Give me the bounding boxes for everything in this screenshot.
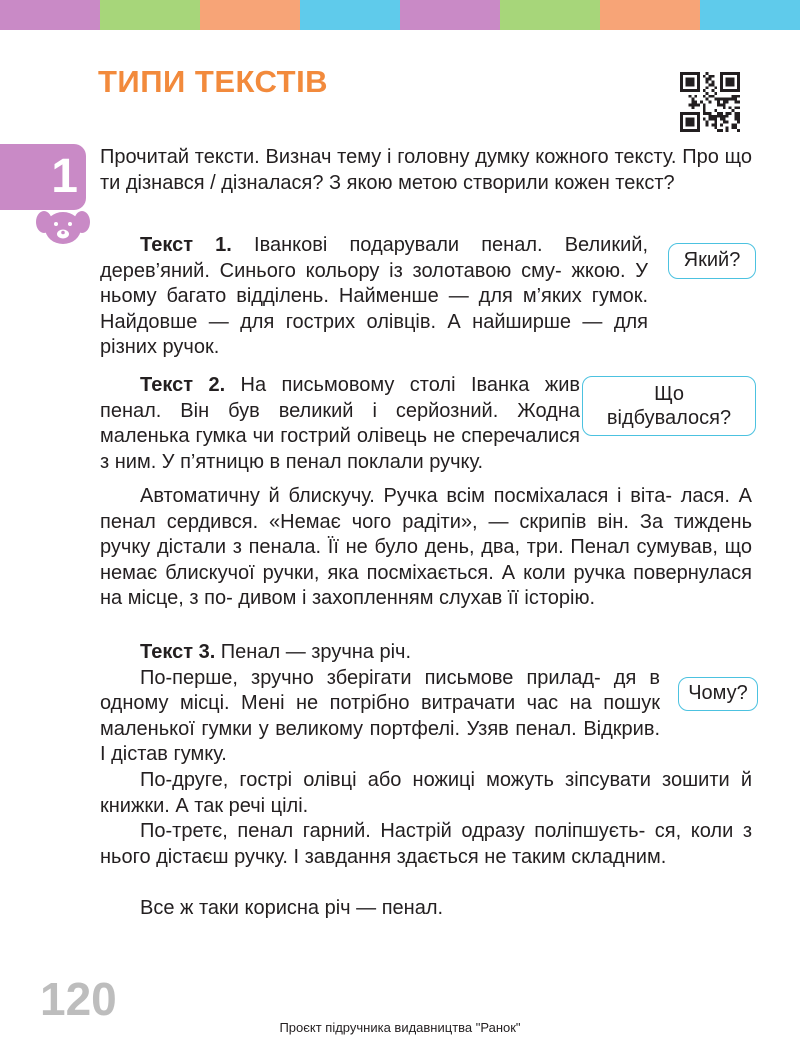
text2-body: На письмовому столі Іванка жив пенал. Він був великий і серйозний. Жодна маленька гумка чи гострий олівець не сперечалися з ним. У п’ятницю в пенал поклали ручку.	[100, 374, 580, 473]
text1-label: Текст 1.	[140, 234, 232, 256]
top-bar-segment	[500, 0, 600, 30]
text3-paragraph-1: По-перше, зручно зберігати письмове прилад- дя в одному місці. Мені не потрібно витрачати час на пошук маленької гумки у великому портфелі. Узяв пенал. Відкрив. І дістав гумку.	[100, 666, 660, 765]
footer-publisher: Проєкт підручника видавництва "Ранок"	[279, 1020, 521, 1035]
top-color-bar	[0, 0, 800, 30]
top-bar-segment	[700, 0, 800, 30]
top-bar-segment	[600, 0, 700, 30]
top-bar-segment	[200, 0, 300, 30]
top-bar-segment	[300, 0, 400, 30]
text3-paragraph-2: По-друге, гострі олівці або ножиці можуть зіпсувати зошити й книжки. А так речі цілі.	[100, 769, 752, 817]
page-number: 120	[40, 973, 117, 1025]
top-bar-segment	[400, 0, 500, 30]
bubble-what-happened	[582, 376, 756, 436]
text1-paragraph	[100, 233, 648, 361]
text3-paragraph-3: По-третє, пенал гарний. Настрій одразу поліпшуєть- ся, коли з нього дістаєш ручку. І завдання здається не таким складним.	[100, 820, 752, 868]
bubble-what-happened-line2: відбувалося?	[606, 407, 732, 429]
page-title: ТИПИ ТЕКСТІВ	[98, 64, 329, 99]
text3-intro	[100, 640, 752, 666]
task-number-badge: 1	[0, 144, 86, 210]
top-bar-segment	[100, 0, 200, 30]
text3-intro-text: Пенал — зручна річ.	[215, 641, 412, 663]
text3-paragraph-4: Все ж таки корисна річ — пенал.	[140, 897, 444, 919]
text1-body-start: Іванкові подарували пенал. Великий, дерев’яний. Синього кольору із золотавою сму- жкою. У ньому багато відділень. Найменше — для м’яких гумок. Найдовше — для гострих олівців. А найширше — для різних ручок.	[100, 234, 648, 358]
text3-label: Текст 3.	[140, 641, 216, 663]
puppy-icon	[36, 210, 90, 246]
bubble-what-happened-line1: Що	[654, 383, 684, 405]
bubble-what-kind: Який?	[668, 243, 756, 279]
bubble-why: Чому?	[678, 677, 758, 711]
top-bar-segment	[0, 0, 100, 30]
text2-paragraph	[100, 373, 580, 475]
qr-code-icon	[680, 72, 740, 132]
task-instruction: Прочитай тексти. Визнач тему і головну думку кожного тексту. Про що ти дізнався / дізналася? З якою метою створили кожен текст?	[100, 146, 752, 194]
text2-label: Текст 2.	[140, 374, 226, 396]
text2-continuation: Автоматичну й блискучу. Ручка всім посміхалася і віта- лася. А пенал сердився. «Немає чого радіти», — скрипів він. За тиждень ручку дістали з пенала. Її не було день, два, три. Пенал сумував, що немає блискучої ручки, яка посміхається. А коли ручка повернулася на місце, з по- дивом і захопленням слухав її історію.	[100, 485, 752, 609]
